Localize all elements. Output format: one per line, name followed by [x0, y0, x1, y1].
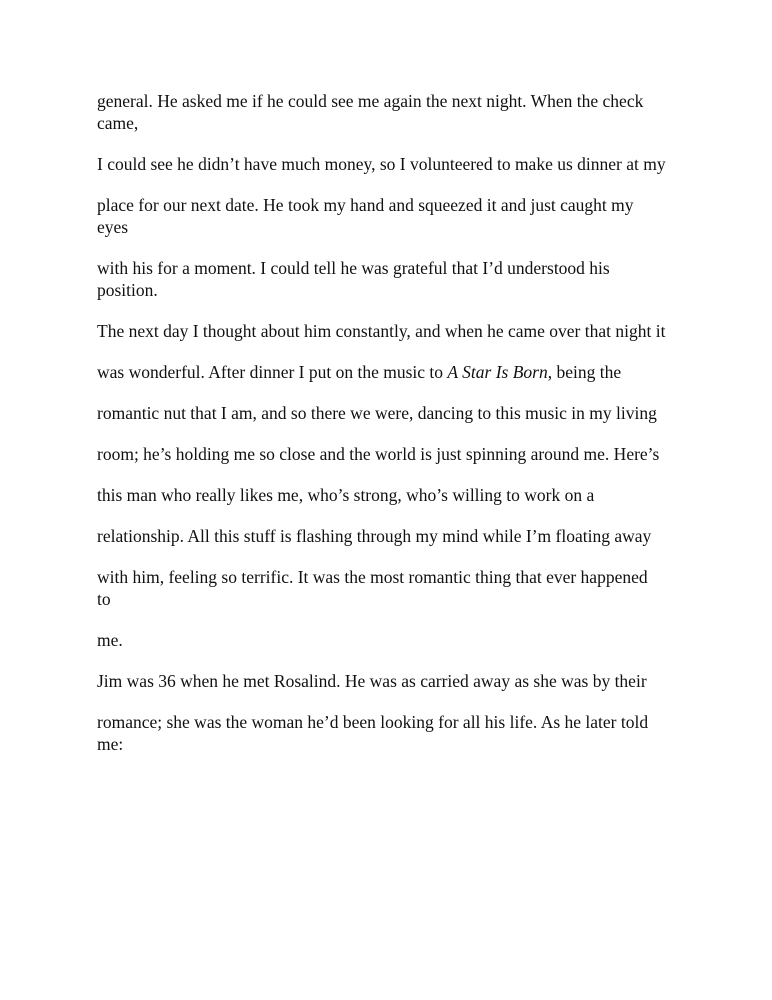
- paragraph: romance; she was the woman he’d been looking for all his life. As he later told me:: [97, 712, 649, 754]
- paragraph: place for our next date. He took my hand and squeezed it and just caught my eyes: [97, 195, 634, 237]
- paragraph: with him, feeling so terrific. It was the most romantic thing that ever happened to: [97, 567, 648, 609]
- paragraph: me.: [97, 630, 123, 650]
- paragraph: Jim was 36 when he met Rosalind. He was as carried away as she was by their: [97, 671, 647, 691]
- paragraph: room; he’s holding me so close and the world is just spinning around me. Here’s: [97, 444, 660, 464]
- paragraph: relationship. All this stuff is flashing through my mind while I’m floating away: [97, 526, 652, 546]
- paragraph-text: , being the: [547, 362, 622, 382]
- body-text: [97, 90, 677, 774]
- film-title: A Star Is Born: [447, 362, 548, 382]
- paragraph: general. He asked me if he could see me again the next night. When the check came,: [97, 91, 644, 133]
- paragraph: The next day I thought about him constantly, and when he came over that night it: [97, 321, 666, 341]
- paragraph-text: was wonderful. After dinner I put on the music to: [97, 362, 448, 382]
- paragraph: [97, 361, 697, 383]
- paragraph: with his for a moment. I could tell he was grateful that I’d understood his position.: [97, 258, 610, 300]
- paragraph: I could see he didn’t have much money, so I volunteered to make us dinner at my: [97, 154, 666, 174]
- paragraph: romantic nut that I am, and so there we were, dancing to this music in my living: [97, 403, 657, 423]
- paragraph: this man who really likes me, who’s strong, who’s willing to work on a: [97, 485, 595, 505]
